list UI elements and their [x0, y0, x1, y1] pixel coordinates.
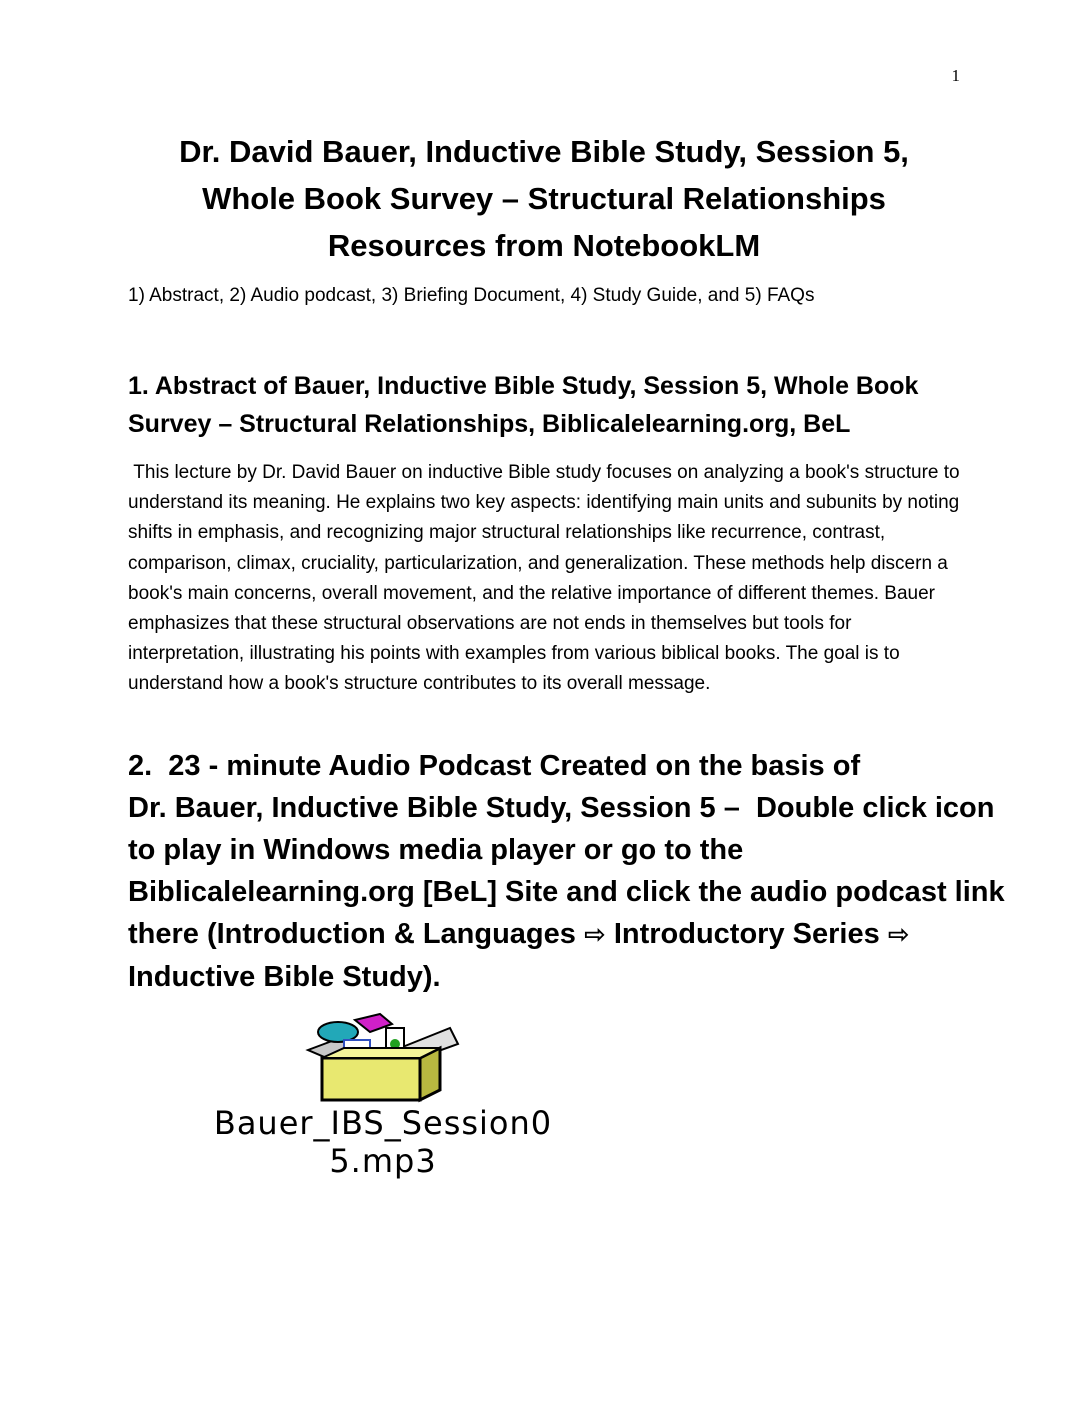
audio-file-label[interactable]	[128, 1104, 638, 1180]
podcast-heading-line	[128, 913, 978, 956]
podcast-heading	[128, 745, 1005, 998]
file-name-line: 5.mp3	[329, 1142, 437, 1180]
document-title	[0, 128, 1088, 269]
contents-line: 1) Abstract, 2) Audio podcast, 3) Briefing Document, 4) Study Guide, and 5) FAQs	[128, 285, 815, 306]
podcast-heading-line: Inductive Bible Study).	[128, 961, 441, 993]
title-line: Whole Book Survey – Structural Relationships	[202, 181, 886, 216]
podcast-heading-line: Biblicalelearning.org [BeL] Site and click the audio podcast link	[128, 876, 1005, 908]
podcast-heading-line: 2. 23 - minute Audio Podcast Created on the basis of	[128, 750, 861, 782]
page-number: 1	[951, 66, 960, 85]
abstract-body: This lecture by Dr. David Bauer on inductive Bible study focuses on analyzing a book's structure to understand its meaning. He explains two key aspects: identifying main units and subunits by noting shifts in emphasis, and recognizing major structural relationships like recurrence, contrast, comparison, climax, cruciality, particularization, and generalization. These methods help discern a book's main concerns, overall movement, and the relative importance of different themes. Bauer emphasizes that these structural observations are not ends in themselves but tools for interpretation, illustrating his points with examples from various biblical books. The goal is to understand how a book's structure contributes to its overall message.	[128, 462, 960, 695]
podcast-heading-line: Dr. Bauer, Inductive Bible Study, Session 5 – Double click icon	[128, 792, 995, 824]
file-name-line: Bauer_IBS_Session0	[213, 1104, 553, 1142]
package-box-icon[interactable]	[300, 1010, 465, 1105]
arrow-icon: ⇨	[887, 920, 910, 950]
arrow-icon: ⇨	[583, 920, 606, 950]
breadcrumb-part: Introductory Series	[605, 918, 888, 950]
podcast-heading-line: to play in Windows media player or go to the	[128, 834, 744, 866]
breadcrumb-part: there (Introduction & Languages	[128, 918, 584, 950]
title-line: Resources from NotebookLM	[327, 228, 761, 263]
abstract-heading: 1. Abstract of Bauer, Inductive Bible Study, Session 5, Whole Book Survey – Structural Relationships, Biblicalelearning.org, BeL	[128, 372, 919, 438]
title-line: Dr. David Bauer, Inductive Bible Study, Session 5,	[179, 134, 909, 169]
